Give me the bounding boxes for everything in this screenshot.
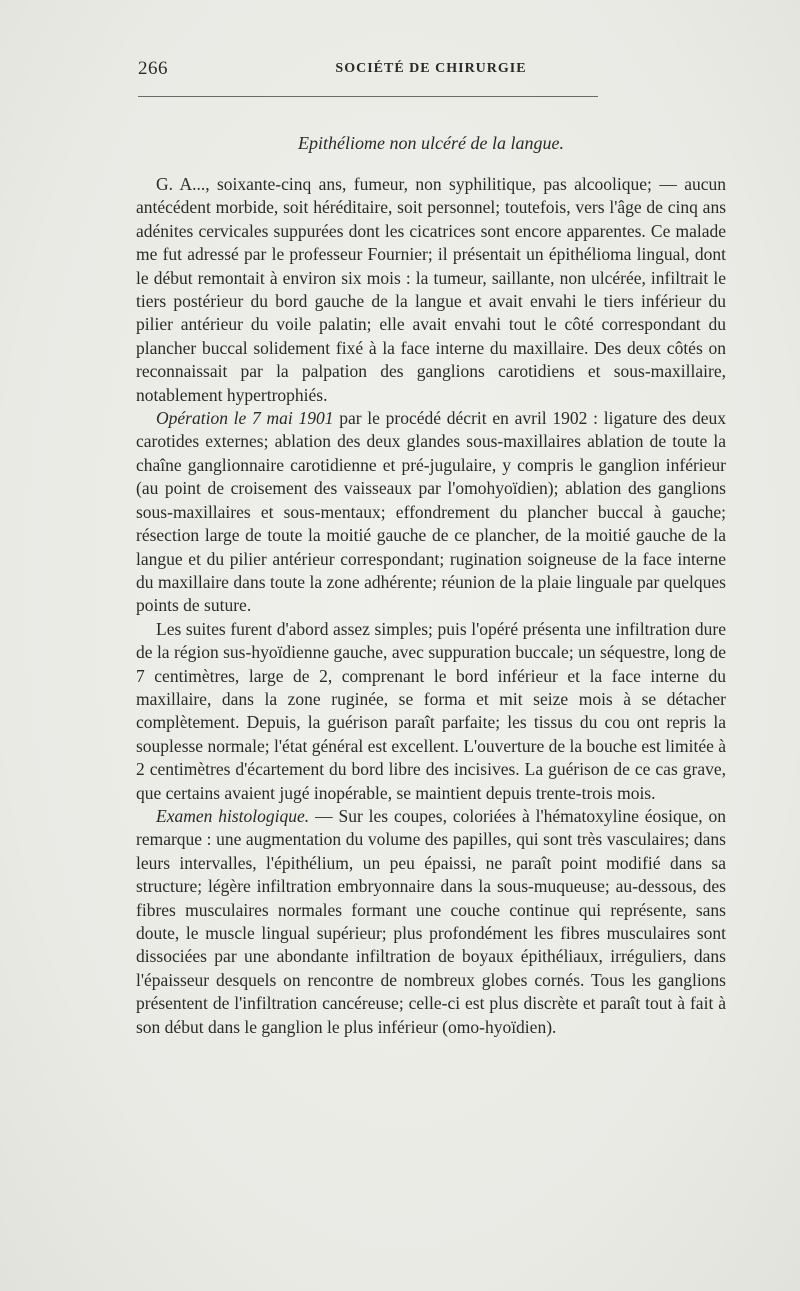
paragraph-text: G. A..., soixante-cinq ans, fumeur, non syphilitique, pas alcoolique; — aucun antécédent morbide, soit héréditaire, soit personnel; toutefois, vers l'âge de cinq ans adénites cervicales suppurées dont les cicatrices sont encore apparentes. Ce malade me fut adressé par le professeur Fournier; il présentait un épithélioma lingual, dont le début remontait à environ six mois : la tumeur, saillante, non ulcérée, infiltrait le tiers postérieur du bord gauche de la langue et avait envahi le tiers inférieur du pilier antérieur du voile palatin; elle avait envahi tout le côté correspondant du plancher buccal solidement fixé à la face interne du maxillaire. Des deux côtés on reconnaissait par la palpation des ganglions carotidiens et sous-maxillaire, notablement hypertrophiés. (136, 174, 726, 405)
page-header (138, 58, 724, 82)
paragraph-operation (136, 407, 726, 618)
header-rule (138, 96, 598, 97)
paragraph-patient-history (136, 173, 726, 407)
paragraph-text: Les suites furent d'abord assez simples; puis l'opéré présenta une infiltration dure de la région sus-hyoïdienne gauche, avec suppuration buccale; un séquestre, long de 7 centimètres, large de 2, comprenant le bord inférieur et la face interne du maxillaire, dans la zone ruginée, se forma et mit seize mois à se détacher complètement. Depuis, la guérison paraît parfaite; les tissus du cou ont repris la souplesse normale; l'état général est excellent. L'ouverture de la bouche est limitée à 2 centimètres d'écartement du bord libre des incisives. La guérison de ce cas grave, que certains avaient jugé inopérable, se maintient depuis trente-trois mois. (136, 618, 726, 803)
paragraph-text: — Sur les coupes, coloriées à l'hématoxyline éosique, on remarque : une augmentation du volume des papilles, qui sont très vasculaires; dans leurs intervalles, l'épithélium, un peu épaissi, ne paraît point modifié dans sa structure; légère infiltration embryonnaire dans la sous-muqueuse; au-dessous, des fibres musculaires normales formant une couche continue qui représente, sans doute, le muscle lingual supérieur; plus profondément les fibres musculaires sont dissociées par une abondante infiltration de boyaux épithéliaux, irréguliers, dans l'épaisseur desquels on rencontre de nombreux globes cornés. Tous les ganglions présentent de l'infiltration cancéreuse; celle-ci est plus discrète et paraît tout à fait à son début dans le ganglion le plus inférieur (omo-hyoïdien). (136, 805, 727, 1037)
body-text (136, 173, 726, 1039)
page-number: 266 (138, 58, 168, 79)
paragraph-outcome (136, 618, 726, 805)
paragraph-lead: Opération le 7 mai 1901 (156, 408, 334, 429)
paragraph-text: par le procédé décrit en avril 1902 : ligature des deux carotides externes; ablation des deux glandes sous-maxillaires ablation de toute la chaîne ganglionnaire carotidienne et pré-jugulaire, y compris le ganglion inférieur (au point de croisement des vaisseaux par l'omohyoïdien); ablation des ganglions sous-maxillaires et sous-mentaux; effondrement du plancher buccal à gauche; résection large de toute la moitié gauche de ce plancher, de la moitié gauche de la langue et du pilier antérieur correspondant; rugination soigneuse de la face interne du maxillaire dans toute la zone adhérente; réunion de la plaie linguale par quelques points de suture. (136, 408, 726, 616)
section-title: Epithéliome non ulcéré de la langue. (298, 133, 564, 153)
paragraph-lead: Examen histologique. (156, 805, 310, 826)
running-head: SOCIÉTÉ DE CHIRURGIE (335, 61, 527, 76)
paragraph-histology (136, 805, 726, 1039)
